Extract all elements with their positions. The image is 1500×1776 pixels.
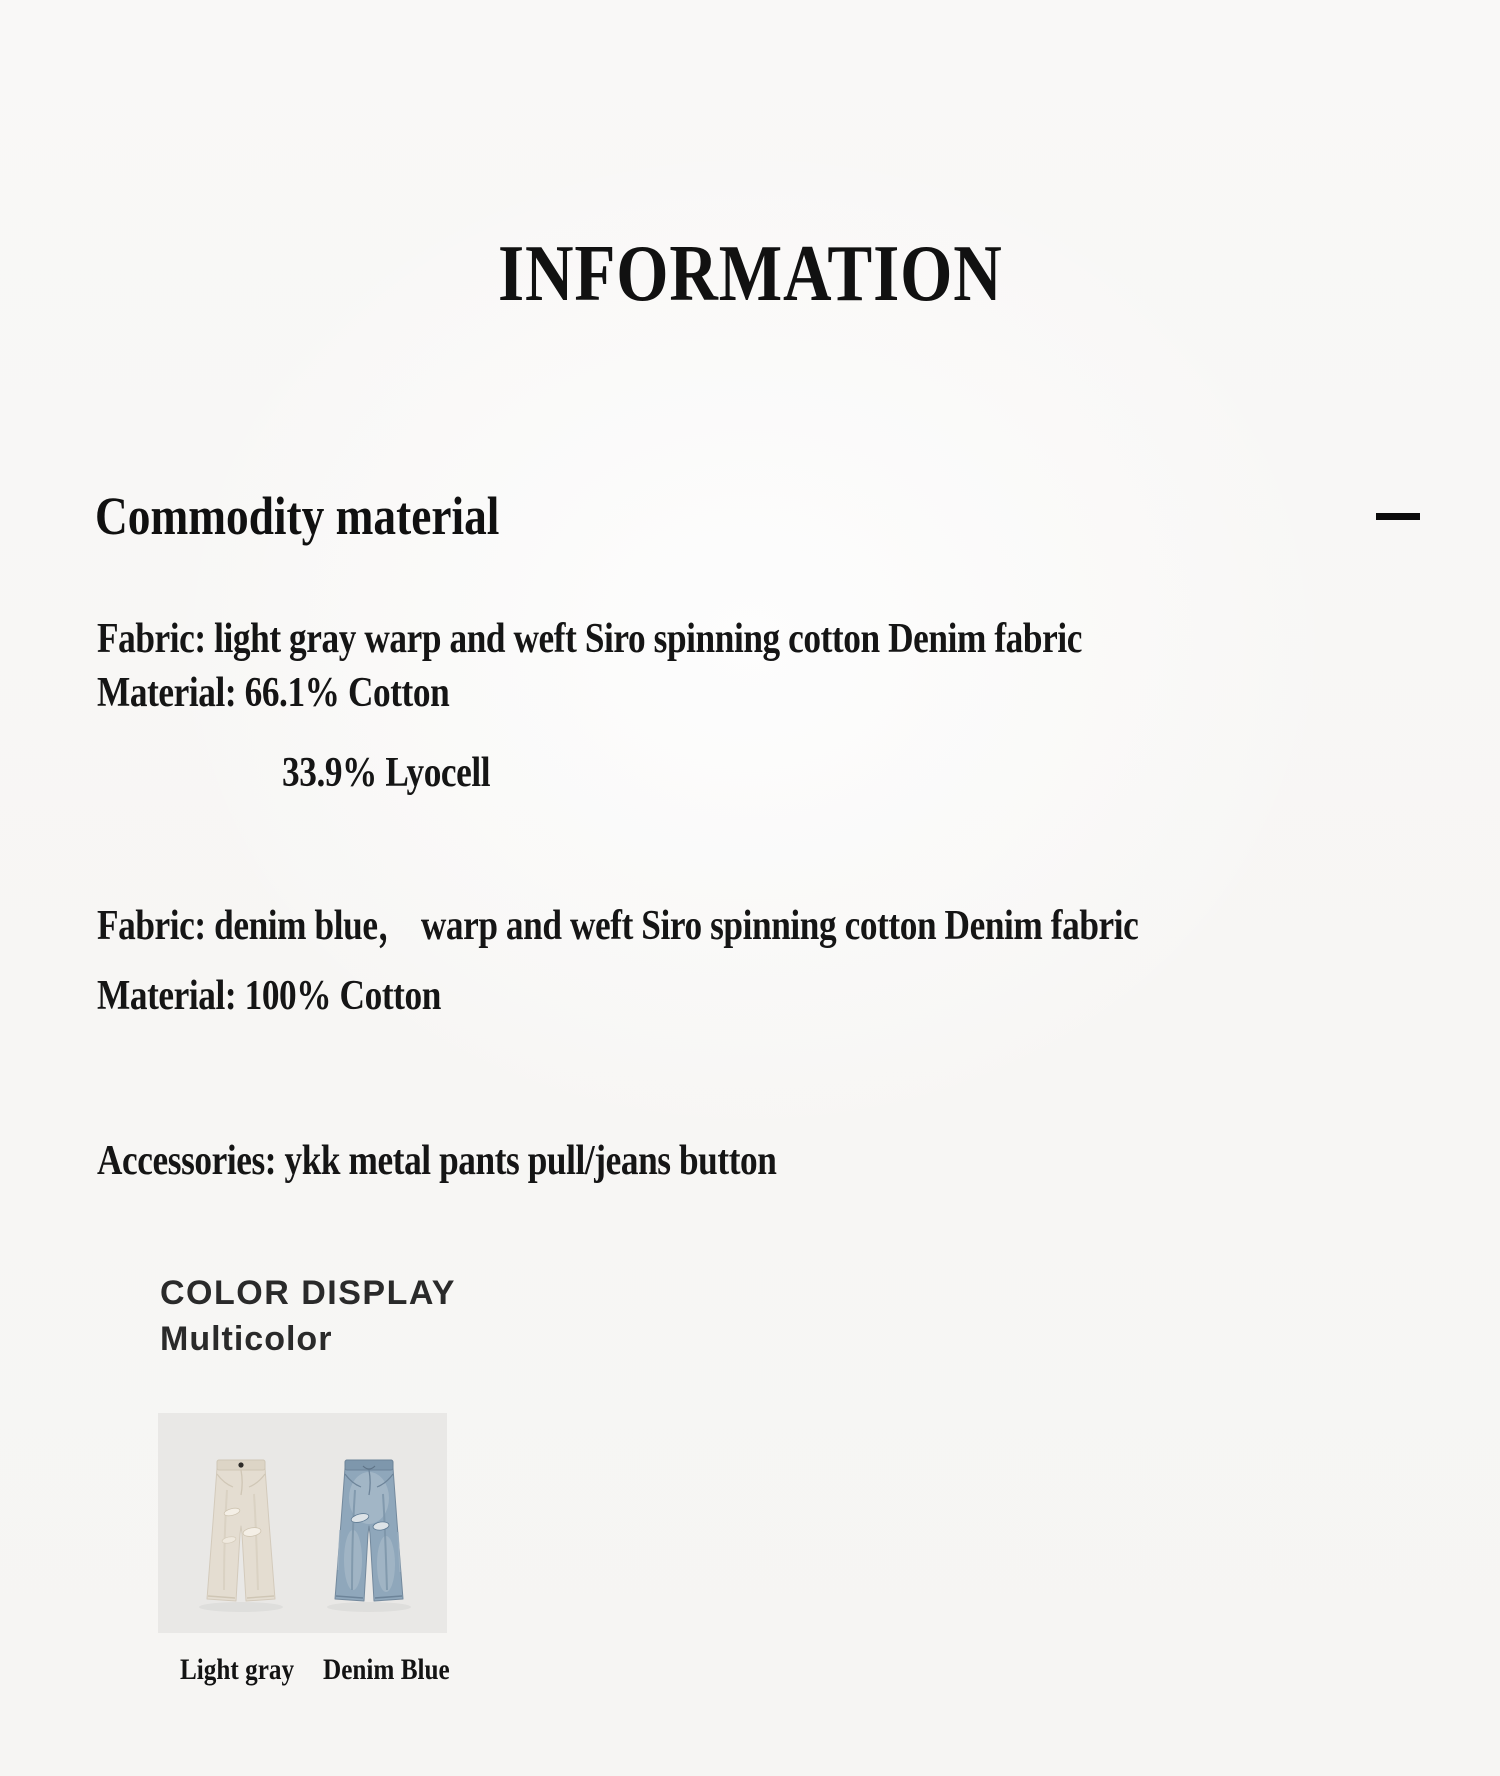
fabric2-line [97, 905, 1337, 947]
material1-continued-text: 33.9% Lyocell [282, 750, 491, 796]
material2-line [97, 975, 506, 1017]
material1-text: Material: 66.1% Cotton [97, 670, 450, 716]
color-swatch-image [158, 1413, 447, 1633]
accessories-text: Accessories: ykk metal pants pull/jeans button [97, 1138, 777, 1184]
fabric2-text: Fabric: denim blue， warp and weft Siro spinning cotton Denim fabric [97, 903, 1139, 949]
swatch-label-light-gray [180, 1655, 316, 1685]
fabric1-line [97, 618, 1270, 660]
minus-icon [1376, 513, 1420, 520]
material1-line1 [97, 672, 516, 714]
fabric1-text: Fabric: light gray warp and weft Siro spinning cotton Denim fabric [97, 616, 1082, 662]
jeans-illustration [158, 1413, 447, 1633]
material1-line2 [282, 752, 530, 794]
page-title [0, 230, 1500, 318]
denim-blue-jeans-icon [335, 1460, 403, 1601]
swatch-label-denim-blue-text: Denim Blue [323, 1653, 450, 1686]
swatch-label-light-gray-text: Light gray [180, 1653, 295, 1686]
commodity-material-header [95, 488, 1420, 544]
section-heading: Commodity material [95, 486, 500, 546]
color-display-value: Multicolor [160, 1320, 333, 1358]
light-gray-jeans-icon [207, 1460, 275, 1601]
swatch-label-denim-blue [323, 1655, 474, 1685]
color-display-label: COLOR DISPLAY [160, 1274, 456, 1312]
material2-text: Material: 100% Cotton [97, 973, 441, 1019]
page-title-text: INFORMATION [497, 230, 1003, 318]
accessories-line [97, 1140, 906, 1182]
